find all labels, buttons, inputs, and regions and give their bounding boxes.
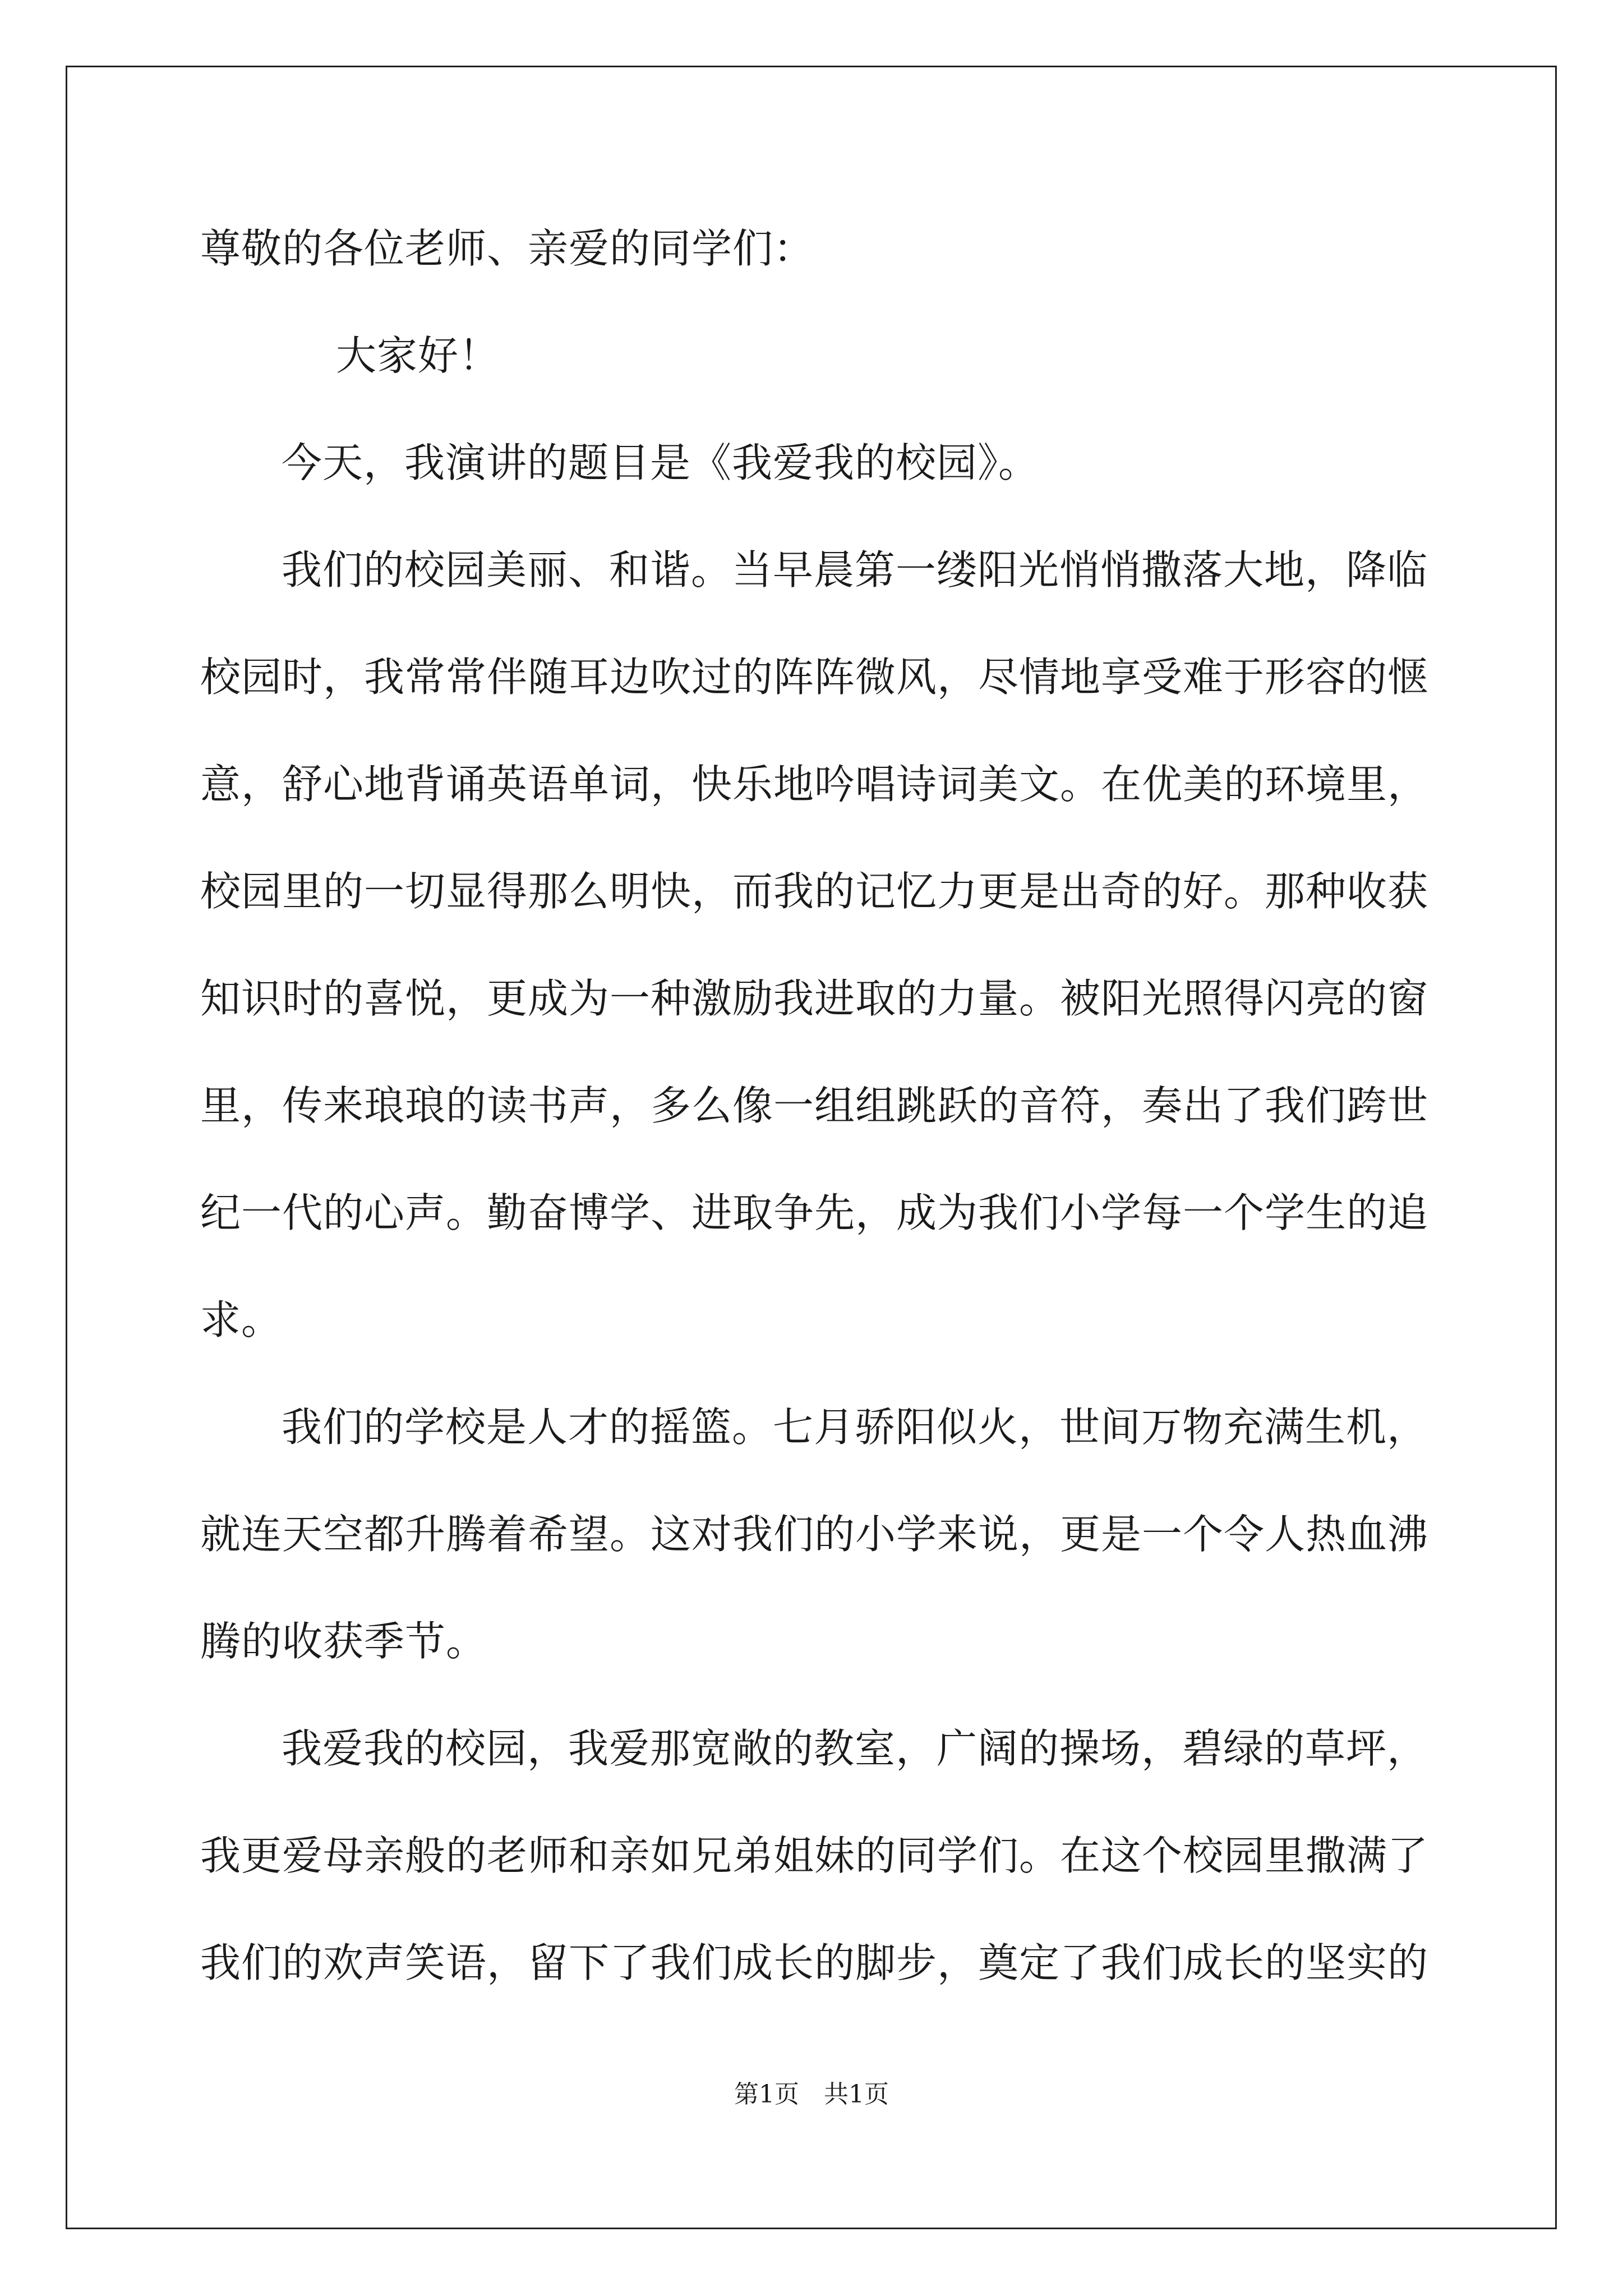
paragraph-line: 纪一代的心声。勤奋博学、进取争先，成为我们小学每一个学生的追 xyxy=(200,1189,1429,1236)
paragraph-line: 我更爱母亲般的老师和亲如兄弟姐妹的同学们。在这个校园里撒满了 xyxy=(200,1832,1429,1879)
paragraph-line: 意，舒心地背诵英语单词，快乐地吟唱诗词美文。在优美的环境里， xyxy=(200,761,1429,808)
salutation: 尊敬的各位老师、亲爱的同学们： xyxy=(200,225,815,272)
paragraph-line: 我们的学校是人才的摇篮。七月骄阳似火，世间万物充满生机， xyxy=(282,1404,1428,1451)
paragraph-line: 我爱我的校园，我爱那宽敞的教室，广阔的操场，碧绿的草坪， xyxy=(282,1725,1428,1772)
page-number-footer: 第1页 共1页 xyxy=(734,2080,889,2109)
paragraph-line: 知识时的喜悦，更成为一种激励我进取的力量。被阳光照得闪亮的窗 xyxy=(200,975,1429,1022)
paragraph-line: 腾的收获季节。 xyxy=(200,1618,487,1665)
paragraph-line: 就连天空都升腾着希望。这对我们的小学来说，更是一个令人热血沸 xyxy=(200,1511,1429,1558)
paragraph-line: 校园里的一切显得那么明快，而我的记忆力更是出奇的好。那种收获 xyxy=(200,868,1429,915)
paragraph-line: 我们的校园美丽、和谐。当早晨第一缕阳光悄悄撒落大地，降临 xyxy=(282,546,1428,593)
page-border xyxy=(66,66,1557,2229)
greeting: 大家好！ xyxy=(336,332,500,379)
paragraph-line: 校园时，我常常伴随耳边吹过的阵阵微风，尽情地享受难于形容的惬 xyxy=(200,654,1429,701)
paragraph-line: 求。 xyxy=(200,1296,283,1343)
paragraph-line: 今天，我演讲的题目是《我爱我的校园》。 xyxy=(282,439,1040,486)
paragraph-line: 我们的欢声笑语，留下了我们成长的脚步，奠定了我们成长的坚实的 xyxy=(200,1939,1429,1986)
paragraph-line: 里，传来琅琅的读书声，多么像一组组跳跃的音符，奏出了我们跨世 xyxy=(200,1082,1429,1129)
